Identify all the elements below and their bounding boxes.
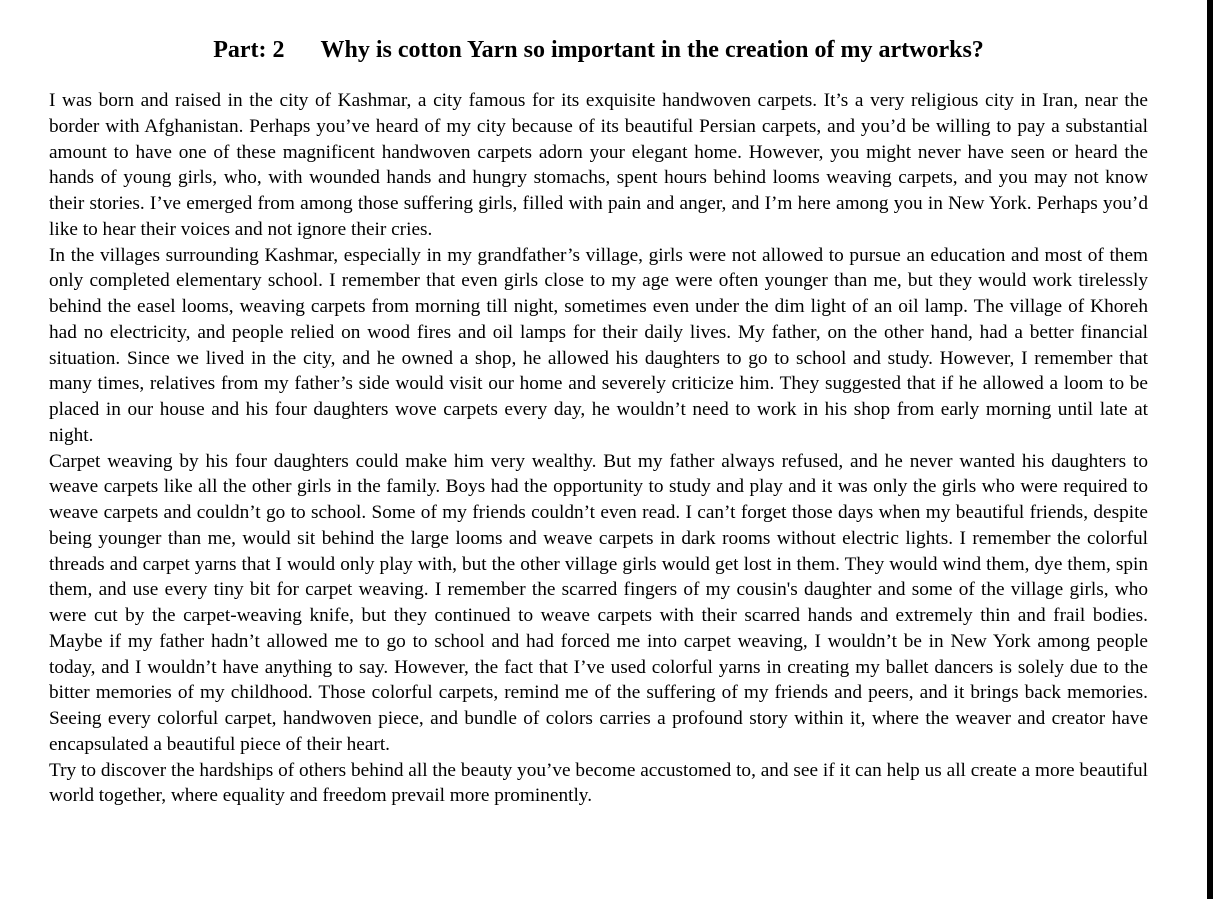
- title-text: Why is cotton Yarn so important in the creation of my artworks?: [320, 37, 984, 63]
- document-page: [49, 34, 1148, 809]
- page-title: [49, 34, 1148, 66]
- paragraph-2: In the villages surrounding Kashmar, especially in my grandfather’s village, girls were not allowed to pursue an education and most of them only completed elementary school. I remember that even girls close to my age were often younger than me, but they would work tirelessly behind the easel looms, weaving carpets from morning till night, sometimes even under the dim light of an oil lamp. The village of Khoreh had no electricity, and people relied on wood fires and oil lamps for their daily lives. My father, on the other hand, had a better financial situation. Since we lived in the city, and he owned a shop, he allowed his daughters to go to school and study. However, I remember that many times, relatives from my father’s side would visit our home and severely criticize him. They suggested that if he allowed a loom to be placed in our house and his four daughters wove carpets every day, he wouldn’t need to work in his shop from early morning until late at night.: [49, 244, 1148, 446]
- paragraph-1: I was born and raised in the city of Kashmar, a city famous for its exquisite handwoven carpets. It’s a very religious city in Iran, near the border with Afghanistan. Perhaps you’ve heard of my city because of its beautiful Persian carpets, and you’d be willing to pay a substantial amount to have one of these magnificent handwoven carpets adorn your elegant home. However, you might never have seen or heard the hands of young girls, who, with wounded hands and hungry stomachs, spent hours behind looms weaving carpets, and you may not know their stories. I’ve emerged from among those suffering girls, filled with pain and anger, and I’m here among you in New York. Perhaps you’d like to hear their voices and not ignore their cries.: [49, 90, 1148, 240]
- paragraph-4: Try to discover the hardships of others behind all the beauty you’ve become accustomed to, and see if it can help us all create a more beautiful world together, where equality and freedom prevail more prominently.: [49, 759, 1148, 807]
- title-part-label: Part: 2: [213, 37, 285, 63]
- page-edge-bar: [1207, 0, 1213, 899]
- paragraph-3: Carpet weaving by his four daughters could make him very wealthy. But my father always refused, and he never wanted his daughters to weave carpets like all the other girls in the family. Boys had the opportunity to study and play and it was only the girls who were required to weave carpets and couldn’t go to school. Some of my friends couldn’t even read. I can’t forget those days when my beautiful friends, despite being younger than me, would sit behind the large looms and weave carpets in dark rooms without electric lights. I remember the colorful threads and carpet yarns that I would only play with, but the other village girls would get lost in them. They would wind them, dye them, spin them, and use every tiny bit for carpet weaving. I remember the scarred fingers of my cousin's daughter and some of the village girls, who were cut by the carpet-weaving knife, but they continued to weave carpets with their scarred hands and extremely thin and frail bodies. Maybe if my father hadn’t allowed me to go to school and had forced me into carpet weaving, I wouldn’t be in New York among people today, and I wouldn’t have anything to say. However, the fact that I’ve used colorful yarns in creating my ballet dancers is solely due to the bitter memories of my childhood. Those colorful carpets, remind me of the suffering of my friends and peers, and it brings back memories. Seeing every colorful carpet, handwoven piece, and bundle of colors carries a profound story within it, where the weaver and creator have encapsulated a beautiful piece of their heart.: [49, 450, 1148, 755]
